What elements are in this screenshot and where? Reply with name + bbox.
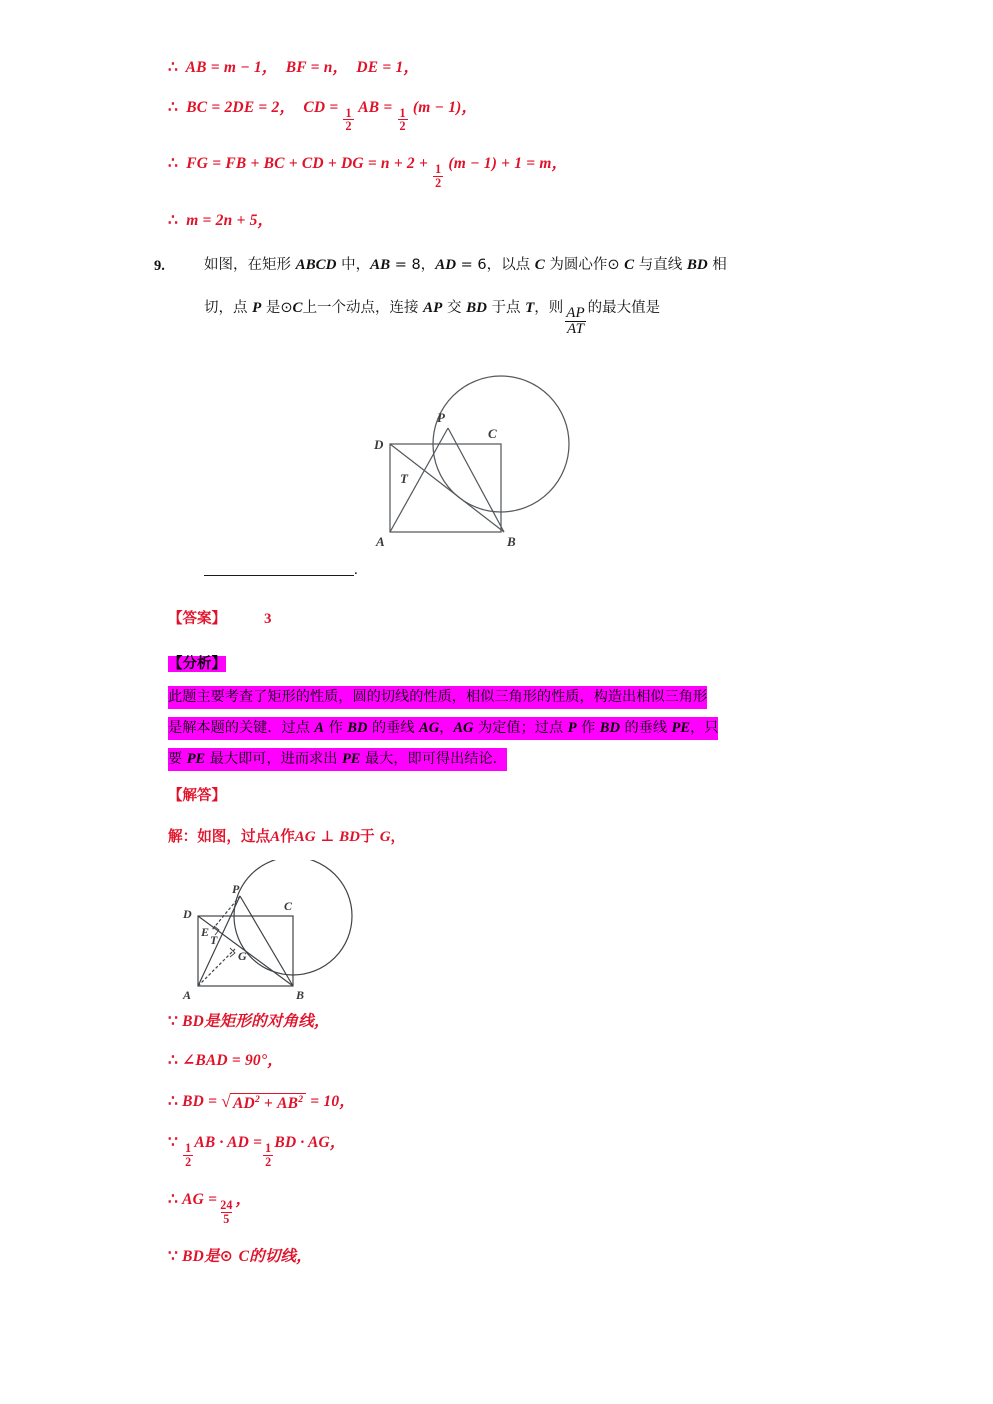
- sol-var-ag: AG: [294, 828, 316, 845]
- label-b: B: [507, 533, 516, 549]
- eq2-part-d: (m − 1)，: [412, 98, 478, 116]
- solution-equation-3: [168, 1093, 868, 1112]
- label-d: D: [374, 436, 384, 452]
- solution-label-row: [168, 784, 868, 805]
- seq3-radicand-1: AD: [233, 1094, 255, 1112]
- q2-var-ap: AP: [423, 300, 443, 317]
- equation-line-4: [168, 213, 868, 229]
- label-t: T: [210, 932, 218, 947]
- fraction-one-half: $\frac{1}{2}$: [185, 1141, 192, 1169]
- because-symbol: ∵: [168, 1134, 179, 1152]
- q2-text-6: ，则: [534, 300, 564, 317]
- therefore-symbol: ∴: [168, 1191, 179, 1209]
- solution-label: 【解答】: [168, 787, 226, 804]
- seq6-var-c: C: [238, 1247, 250, 1265]
- analysis-label: 【分析】: [168, 655, 226, 672]
- q1-text-5: 为圆心作⊙: [544, 257, 625, 274]
- therefore-symbol: ∴: [168, 155, 179, 173]
- eq2-part-c: AB =: [358, 98, 393, 116]
- analysis-line-1: [168, 690, 868, 704]
- a3-var-pe2: PE: [341, 751, 361, 768]
- label-a: A: [183, 987, 192, 1000]
- square-root-expression: [221, 1093, 306, 1112]
- fraction-24-over-5: $\frac{24}{5}$: [220, 1198, 233, 1226]
- answer-blank-line[interactable]: [204, 564, 354, 576]
- equation-line-1: [168, 60, 868, 76]
- blank-suffix: .: [354, 561, 358, 578]
- sol-intro-b: 作: [280, 827, 295, 845]
- label-d: D: [183, 906, 192, 921]
- seq6-text: 是⊙: [204, 1246, 239, 1265]
- label-p: P: [232, 881, 240, 896]
- question-number: 9.: [154, 258, 165, 275]
- sol-var-g: G: [379, 828, 391, 845]
- therefore-symbol: ∴: [168, 59, 179, 76]
- a2-text-f: 作: [576, 719, 600, 736]
- q1-var-abcd: ABCD: [295, 257, 337, 274]
- q1-var-ab: AB: [370, 257, 391, 274]
- q2-var-t: T: [525, 300, 535, 317]
- q1-text-3: = 8，: [390, 257, 436, 274]
- q2-text-2: 是⊙: [261, 300, 293, 317]
- seq3-radicand-2: AB: [277, 1094, 299, 1112]
- q2-text-1: 切，点: [204, 300, 253, 317]
- a2-text-e: 为定值；过点: [473, 719, 568, 736]
- answer-blank-row: [204, 562, 868, 579]
- a2-var-bd2: BD: [599, 719, 620, 736]
- solution-equation-4: [168, 1135, 868, 1168]
- q2-text-7: 的最大值是: [587, 300, 661, 317]
- q1-var-bd: BD: [686, 257, 708, 274]
- label-b: B: [296, 987, 305, 1000]
- seq4-text-a: AB · AD =: [194, 1134, 263, 1152]
- a3-text-a: 要: [168, 751, 187, 768]
- a3-text-c: 最大，即可得出结论．: [360, 751, 507, 768]
- eq2-part-b: CD =: [303, 98, 339, 116]
- answer-value: 3: [264, 610, 272, 627]
- figure-2-svg: [172, 860, 402, 1000]
- seq3-exp-1: 2: [254, 1093, 260, 1105]
- label-p: P: [437, 409, 445, 425]
- sol-var-bd: BD: [339, 828, 360, 845]
- q1-text-4: = 6，以点: [456, 257, 535, 274]
- figure-1-labels: [373, 410, 516, 549]
- label-c: C: [488, 425, 497, 441]
- eq3-part-b: (m − 1) + 1 = m，: [448, 155, 568, 173]
- a3-var-pe: PE: [186, 751, 206, 768]
- seq1-var-bd: BD: [182, 1012, 205, 1030]
- therefore-symbol: ∴: [168, 1093, 179, 1110]
- solution-equation-6: [168, 1246, 868, 1265]
- label-c: C: [284, 898, 293, 913]
- question-line-1: [204, 258, 868, 273]
- eq2-part-a: BC = 2DE = 2，: [186, 98, 296, 116]
- fraction-one-half-2: $\frac{1}{2}$: [399, 105, 406, 133]
- sol-intro-e: ，: [390, 827, 406, 845]
- a2-var-p: P: [567, 719, 577, 736]
- a2-text-b: 作: [324, 719, 348, 736]
- q1-var-c: C: [534, 257, 545, 274]
- a2-text-h: ，只: [690, 719, 719, 736]
- a2-text-c: 的垂线: [367, 719, 420, 736]
- q2-var-p: P: [252, 300, 262, 317]
- q1-var-ad: AD: [435, 257, 457, 274]
- fraction-one-half: $\frac{1}{2}$: [435, 162, 442, 190]
- a2-var-pe: PE: [671, 719, 691, 736]
- q2-text-3: 上一个动点，连接: [302, 300, 424, 317]
- label-e: E: [201, 924, 210, 939]
- label-g: G: [238, 948, 247, 963]
- question-line-2: [204, 301, 868, 337]
- because-symbol: ∵: [168, 1247, 179, 1265]
- q1-text-6: 与直线: [634, 257, 687, 274]
- q1-var-c2: C: [624, 257, 635, 274]
- seq3-text-a: BD =: [182, 1093, 222, 1110]
- a2-var-ag: AG: [419, 719, 440, 736]
- a2-var-a: A: [314, 719, 325, 736]
- seq1-text: 是矩形的对角线，: [204, 1011, 330, 1030]
- sol-intro-c: ⊥: [315, 827, 340, 845]
- figure-1: [358, 366, 868, 556]
- analysis-label-row: [168, 652, 868, 673]
- eq1-part-b: BF = n，: [285, 59, 349, 76]
- a2-text-d: ，: [439, 719, 454, 736]
- sol-intro-a: 解：如图，过点: [168, 827, 271, 845]
- diagonal-bd: [390, 444, 504, 532]
- radical-sign: √: [221, 1091, 231, 1111]
- eq1-part-c: DE = 1，: [356, 59, 420, 76]
- question-block: [154, 257, 868, 338]
- because-symbol: ∵: [168, 1012, 179, 1030]
- fraction-ap-over-at: $\frac{AP}{AT}$: [566, 304, 585, 338]
- segment-ap: [198, 896, 240, 986]
- document-content: [154, 59, 868, 1265]
- label-a: A: [376, 533, 385, 549]
- solution-equation-1: [168, 1011, 868, 1030]
- analysis-line-3: [168, 752, 868, 767]
- solution-equation-5: [168, 1192, 868, 1225]
- seq4-text-b: BD · AG，: [274, 1134, 346, 1152]
- q1-text-1: 如图，在矩形: [204, 257, 296, 274]
- solution-equation-2: [168, 1053, 868, 1069]
- a2-var-ag2: AG: [453, 719, 474, 736]
- solution-intro: [168, 825, 868, 846]
- q2-var-c: C: [292, 300, 303, 317]
- eq1-part-a: AB = m − 1，: [185, 59, 278, 76]
- seq3-plus: +: [259, 1094, 278, 1112]
- therefore-symbol: ∴: [168, 98, 179, 116]
- q2-text-4: 交: [442, 300, 467, 317]
- seq5-text-b: ，: [235, 1191, 252, 1209]
- seq3-exp-2: 2: [298, 1093, 304, 1105]
- fraction-one-half-2: $\frac{1}{2}$: [265, 1141, 272, 1169]
- fraction-one-half: $\frac{1}{2}$: [345, 105, 352, 133]
- eq3-part-a: FG = FB + BC + CD + DG = n + 2 +: [186, 155, 428, 173]
- q1-text-7: 相: [707, 257, 727, 274]
- answer-label: 【答案】: [168, 610, 226, 627]
- label-t: T: [400, 470, 408, 486]
- therefore-symbol: ∴: [168, 1052, 179, 1070]
- analysis-line-1-text: 此题主要考查了矩形的性质，圆的切线的性质，相似三角形的性质，构造出相似三角形: [168, 686, 707, 709]
- sol-var-a: A: [270, 828, 281, 845]
- equation-line-3: [168, 156, 868, 189]
- q2-text-5: 于点: [486, 300, 526, 317]
- answer-row: [168, 607, 868, 628]
- sol-intro-d: 于: [360, 827, 380, 845]
- figure-1-svg: [358, 366, 618, 556]
- a2-text-a: 是解本题的关键．过点: [168, 719, 315, 736]
- figure-2: [172, 860, 868, 1000]
- seq6-text-2: 的切线，: [249, 1246, 312, 1265]
- q2-var-bd: BD: [466, 300, 487, 317]
- a2-text-g: 的垂线: [619, 719, 672, 736]
- seq3-text-b: = 10，: [306, 1093, 355, 1110]
- seq5-text-a: AG =: [182, 1191, 218, 1209]
- therefore-symbol: ∴: [168, 211, 179, 229]
- a2-var-bd: BD: [347, 719, 368, 736]
- segment-ag: [198, 949, 235, 986]
- seq2-text: ∠BAD = 90°，: [182, 1052, 283, 1070]
- seq6-var-bd: BD: [182, 1247, 205, 1265]
- analysis-body: [168, 690, 868, 767]
- a3-text-b: 最大即可，进而求出: [205, 751, 342, 768]
- analysis-line-2: [168, 721, 868, 736]
- eq4-part-a: m = 2n + 5，: [186, 211, 274, 229]
- q1-text-2: 中，: [336, 257, 371, 274]
- equation-line-2: [168, 100, 868, 133]
